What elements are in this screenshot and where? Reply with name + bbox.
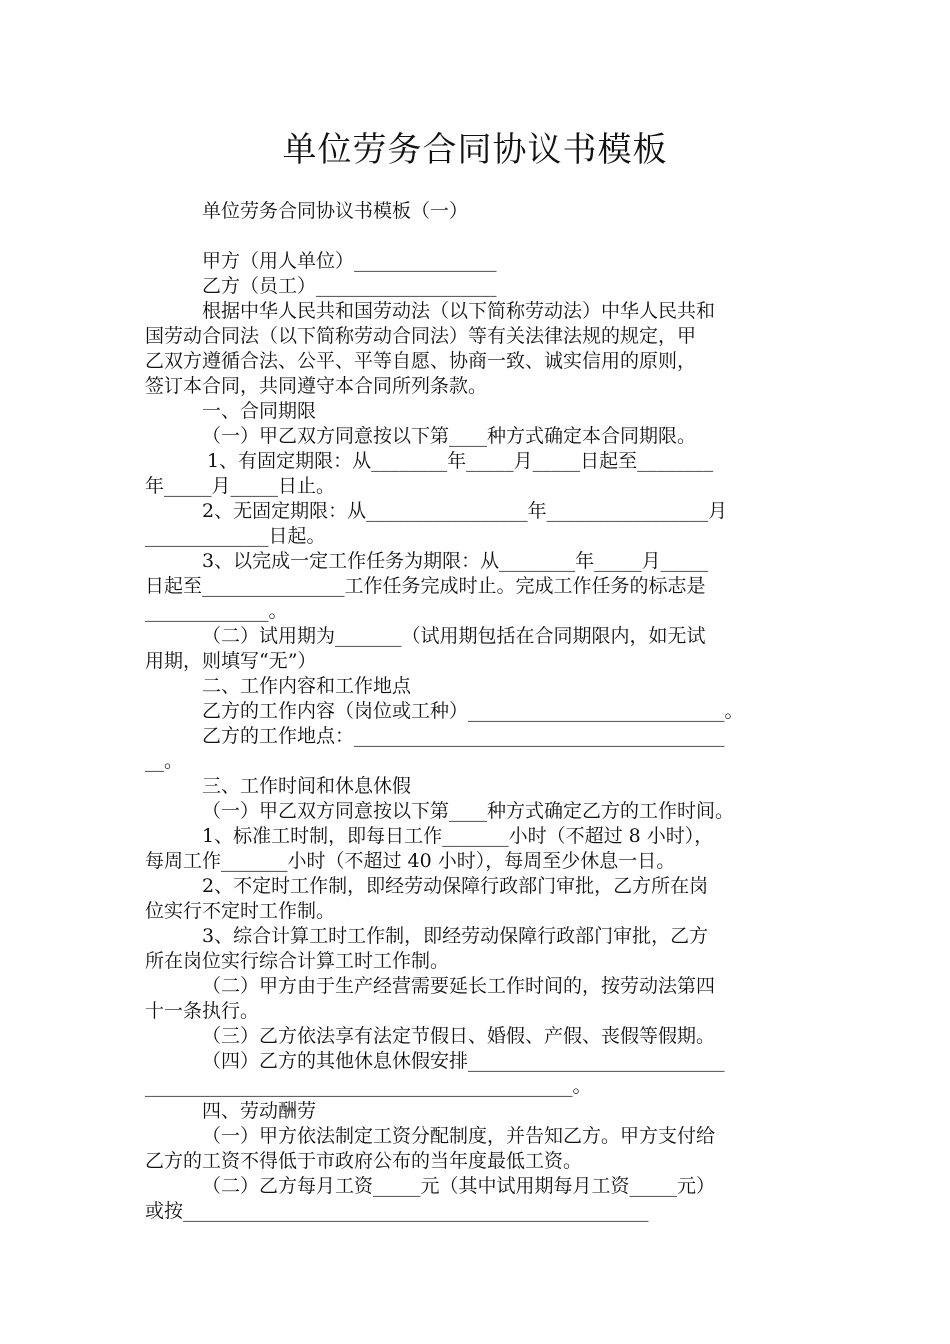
clause-heading: 三、工作时间和休息休假 bbox=[202, 775, 412, 797]
party-a-line: 甲方（用人单位）_______________ bbox=[202, 250, 497, 272]
text-line: 3、综合计算工时工作制，即经劳动保障行政部门审批，乙方 bbox=[202, 925, 709, 947]
text-line: 国劳动合同法（以下简称劳动合同法）等有关法律法规的规定，甲 bbox=[145, 325, 697, 347]
text-line: 3、以完成一定工作任务为期限：从________年_____月_____ bbox=[202, 550, 709, 572]
text-line: _____________。 bbox=[145, 600, 288, 622]
clause-heading: 二、工作内容和工作地点 bbox=[202, 675, 412, 697]
clause-heading: 四、劳动酬劳 bbox=[202, 1100, 317, 1122]
text-line: _____________________________________________。 bbox=[145, 1075, 592, 1097]
text-line: （四）乙方的其他休息休假安排___________________________ bbox=[202, 1050, 725, 1072]
text-line: 2、不定时工作制，即经劳动保障行政部门审批，乙方所在岗 bbox=[202, 875, 709, 897]
text-line: （三）乙方依法享有法定节假日、婚假、产假、丧假等假期。 bbox=[202, 1025, 716, 1047]
text-line: 签订本合同，共同遵守本合同所列条款。 bbox=[145, 375, 488, 397]
text-line: 十一条执行。 bbox=[145, 1000, 260, 1022]
text-line: 位实行不定时工作制。 bbox=[145, 900, 336, 922]
text-line: 乙双方遵循合法、公平、平等自愿、协商一致、诚实信用的原则， bbox=[145, 350, 697, 372]
text-line: 乙方的工资不得低于市政府公布的当年度最低工资。 bbox=[145, 1150, 583, 1172]
document-title: 单位劳务合同协议书模板 bbox=[282, 130, 668, 170]
text-line: 用期，则填写“无”） bbox=[145, 650, 317, 672]
text-line: 或按_________________________________________________ bbox=[145, 1200, 649, 1222]
text-line: 1、标准工时制，即每日工作_______小时（不超过 8 小时）， bbox=[202, 825, 714, 847]
text-line: _____________日起。 bbox=[145, 525, 326, 547]
text-line: 根据中华人民共和国劳动法（以下简称劳动法）中华人民共和 bbox=[202, 300, 716, 322]
text-line: 乙方的工作地点：_______________________________________ bbox=[202, 725, 725, 747]
text-line: （一）甲乙双方同意按以下第____种方式确定乙方的工作时间。 bbox=[202, 800, 735, 822]
text-line: （一）甲乙双方同意按以下第____种方式确定本合同期限。 bbox=[202, 425, 697, 447]
text-line: （二）甲方由于生产经营需要延长工作时间的，按劳动法第四 bbox=[202, 975, 716, 997]
text-line: 2、无固定期限：从_________________年_________________月 bbox=[202, 500, 728, 522]
text-line: 所在岗位实行综合计算工时工作制。 bbox=[145, 950, 450, 972]
text-line: 每周工作_______小时（不超过 40 小时），每周至少休息一日。 bbox=[145, 850, 676, 872]
text-line: 乙方的工作内容（岗位或工种）___________________________。 bbox=[202, 700, 744, 722]
section-heading: 单位劳务合同协议书模板（一） bbox=[202, 200, 469, 222]
text-line: （二）乙方每月工资_____元（其中试用期每月工资_____元） bbox=[202, 1175, 716, 1197]
clause-heading: 一、合同期限 bbox=[202, 400, 317, 422]
text-line: （二）试用期为_______（试用期包括在合同期限内，如无试 bbox=[202, 625, 706, 647]
text-line: __。 bbox=[145, 750, 184, 772]
text-line: 日起至_______________工作任务完成时止。完成工作任务的标志是 bbox=[145, 575, 706, 597]
party-b-line: 乙方（员工）___________________ bbox=[202, 275, 497, 297]
text-line: 1、有固定期限：从________年_____月_____日起至________ bbox=[207, 450, 714, 472]
text-line: （一）甲方依法制定工资分配制度，并告知乙方。甲方支付给 bbox=[202, 1125, 716, 1147]
text-line: 年_____月_____日止。 bbox=[145, 475, 336, 497]
